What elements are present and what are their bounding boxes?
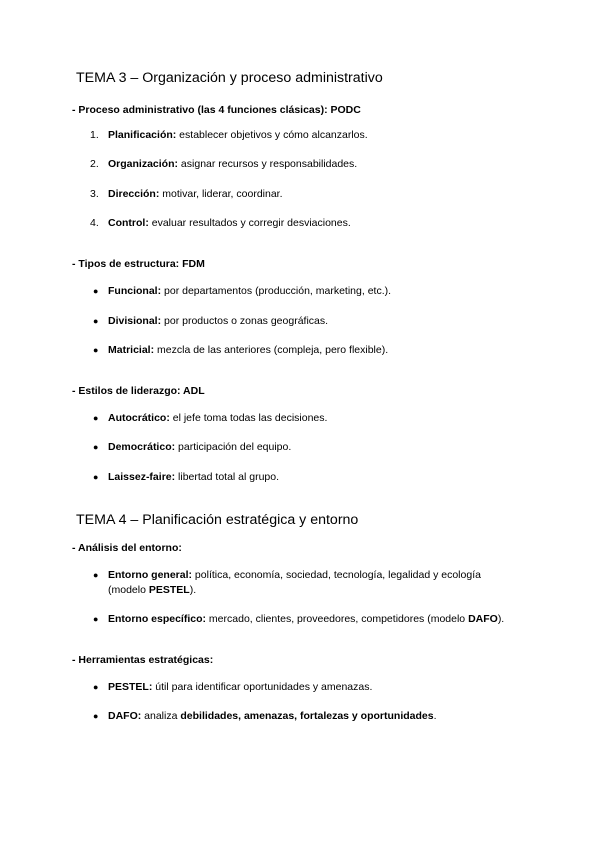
item-term: Dirección: xyxy=(108,188,160,200)
bullet-icon: ● xyxy=(93,345,99,355)
item-term: Laissez-faire: xyxy=(108,471,176,483)
item-desc: por departamentos (producción, marketing, etc.). xyxy=(161,285,392,297)
item-term: Entorno general: xyxy=(108,569,193,581)
herramientas-heading: - Herramientas estratégicas: xyxy=(72,654,214,666)
item-desc: (modelo xyxy=(108,584,149,596)
item-desc: por productos o zonas geográficas. xyxy=(161,315,329,327)
list-number: 1. xyxy=(90,129,99,141)
item-term: Planificación: xyxy=(108,129,177,141)
bullet-icon: ● xyxy=(93,286,99,296)
tema3-title: TEMA 3 – Organización y proceso administrativo xyxy=(76,70,383,86)
item-term: Matricial: xyxy=(108,344,155,356)
bullet-icon: ● xyxy=(93,472,99,482)
bullet-icon: ● xyxy=(93,682,99,692)
bullet-icon: ● xyxy=(93,442,99,452)
item-term: Control: xyxy=(108,217,149,229)
item-desc: participación del equipo. xyxy=(175,441,292,453)
item-term: Autocrático: xyxy=(108,412,170,424)
item-desc: motivar, liderar, coordinar. xyxy=(159,188,283,200)
tema4-title: TEMA 4 – Planificación estratégica y entorno xyxy=(76,512,359,528)
bullet-icon: ● xyxy=(93,316,99,326)
item-term: Entorno específico: xyxy=(108,613,207,625)
item-desc: ). xyxy=(497,613,505,625)
item-term: Divisional: xyxy=(108,315,162,327)
item-term: PESTEL: xyxy=(108,681,153,693)
analisis-heading: - Análisis del entorno: xyxy=(72,542,182,554)
item-desc: . xyxy=(433,710,437,722)
bullet-icon: ● xyxy=(93,413,99,423)
list-number: 3. xyxy=(90,188,99,200)
item-term: Funcional: xyxy=(108,285,162,297)
item-desc: ). xyxy=(189,584,197,596)
item-desc: analiza xyxy=(141,710,181,722)
proceso-heading: - Proceso administrativo (las 4 funciones clásicas): PODC xyxy=(72,104,361,116)
bullet-icon: ● xyxy=(93,711,99,721)
item-desc: libertad total al grupo. xyxy=(175,471,280,483)
bullet-icon: ● xyxy=(93,570,99,580)
model-name: PESTEL xyxy=(148,584,190,596)
item-term: Democrático: xyxy=(108,441,176,453)
item-desc: mercado, clientes, proveedores, competidores (modelo xyxy=(206,613,469,625)
list-number: 4. xyxy=(90,217,99,229)
item-term: Organización: xyxy=(108,158,179,170)
item-desc: política, economía, sociedad, tecnología, legalidad y ecología xyxy=(192,569,481,581)
estructura-heading: - Tipos de estructura: FDM xyxy=(72,258,205,270)
item-desc: establecer objetivos y cómo alcanzarlos. xyxy=(176,129,368,141)
item-term: DAFO: xyxy=(108,710,142,722)
item-desc: el jefe toma todas las decisiones. xyxy=(169,412,328,424)
item-emphasis: debilidades, amenazas, fortalezas y oportunidades xyxy=(180,710,434,722)
item-desc: mezcla de las anteriores (compleja, pero flexible). xyxy=(154,344,389,356)
list-item-continuation xyxy=(108,583,196,597)
model-name: DAFO xyxy=(468,613,498,625)
item-desc: evaluar resultados y corregir desviaciones. xyxy=(148,217,351,229)
list-number: 2. xyxy=(90,158,99,170)
item-desc: asignar recursos y responsabilidades. xyxy=(178,158,358,170)
liderazgo-heading: - Estilos de liderazgo: ADL xyxy=(72,385,205,397)
item-desc: útil para identificar oportunidades y amenazas. xyxy=(152,681,373,693)
bullet-icon: ● xyxy=(93,614,99,624)
